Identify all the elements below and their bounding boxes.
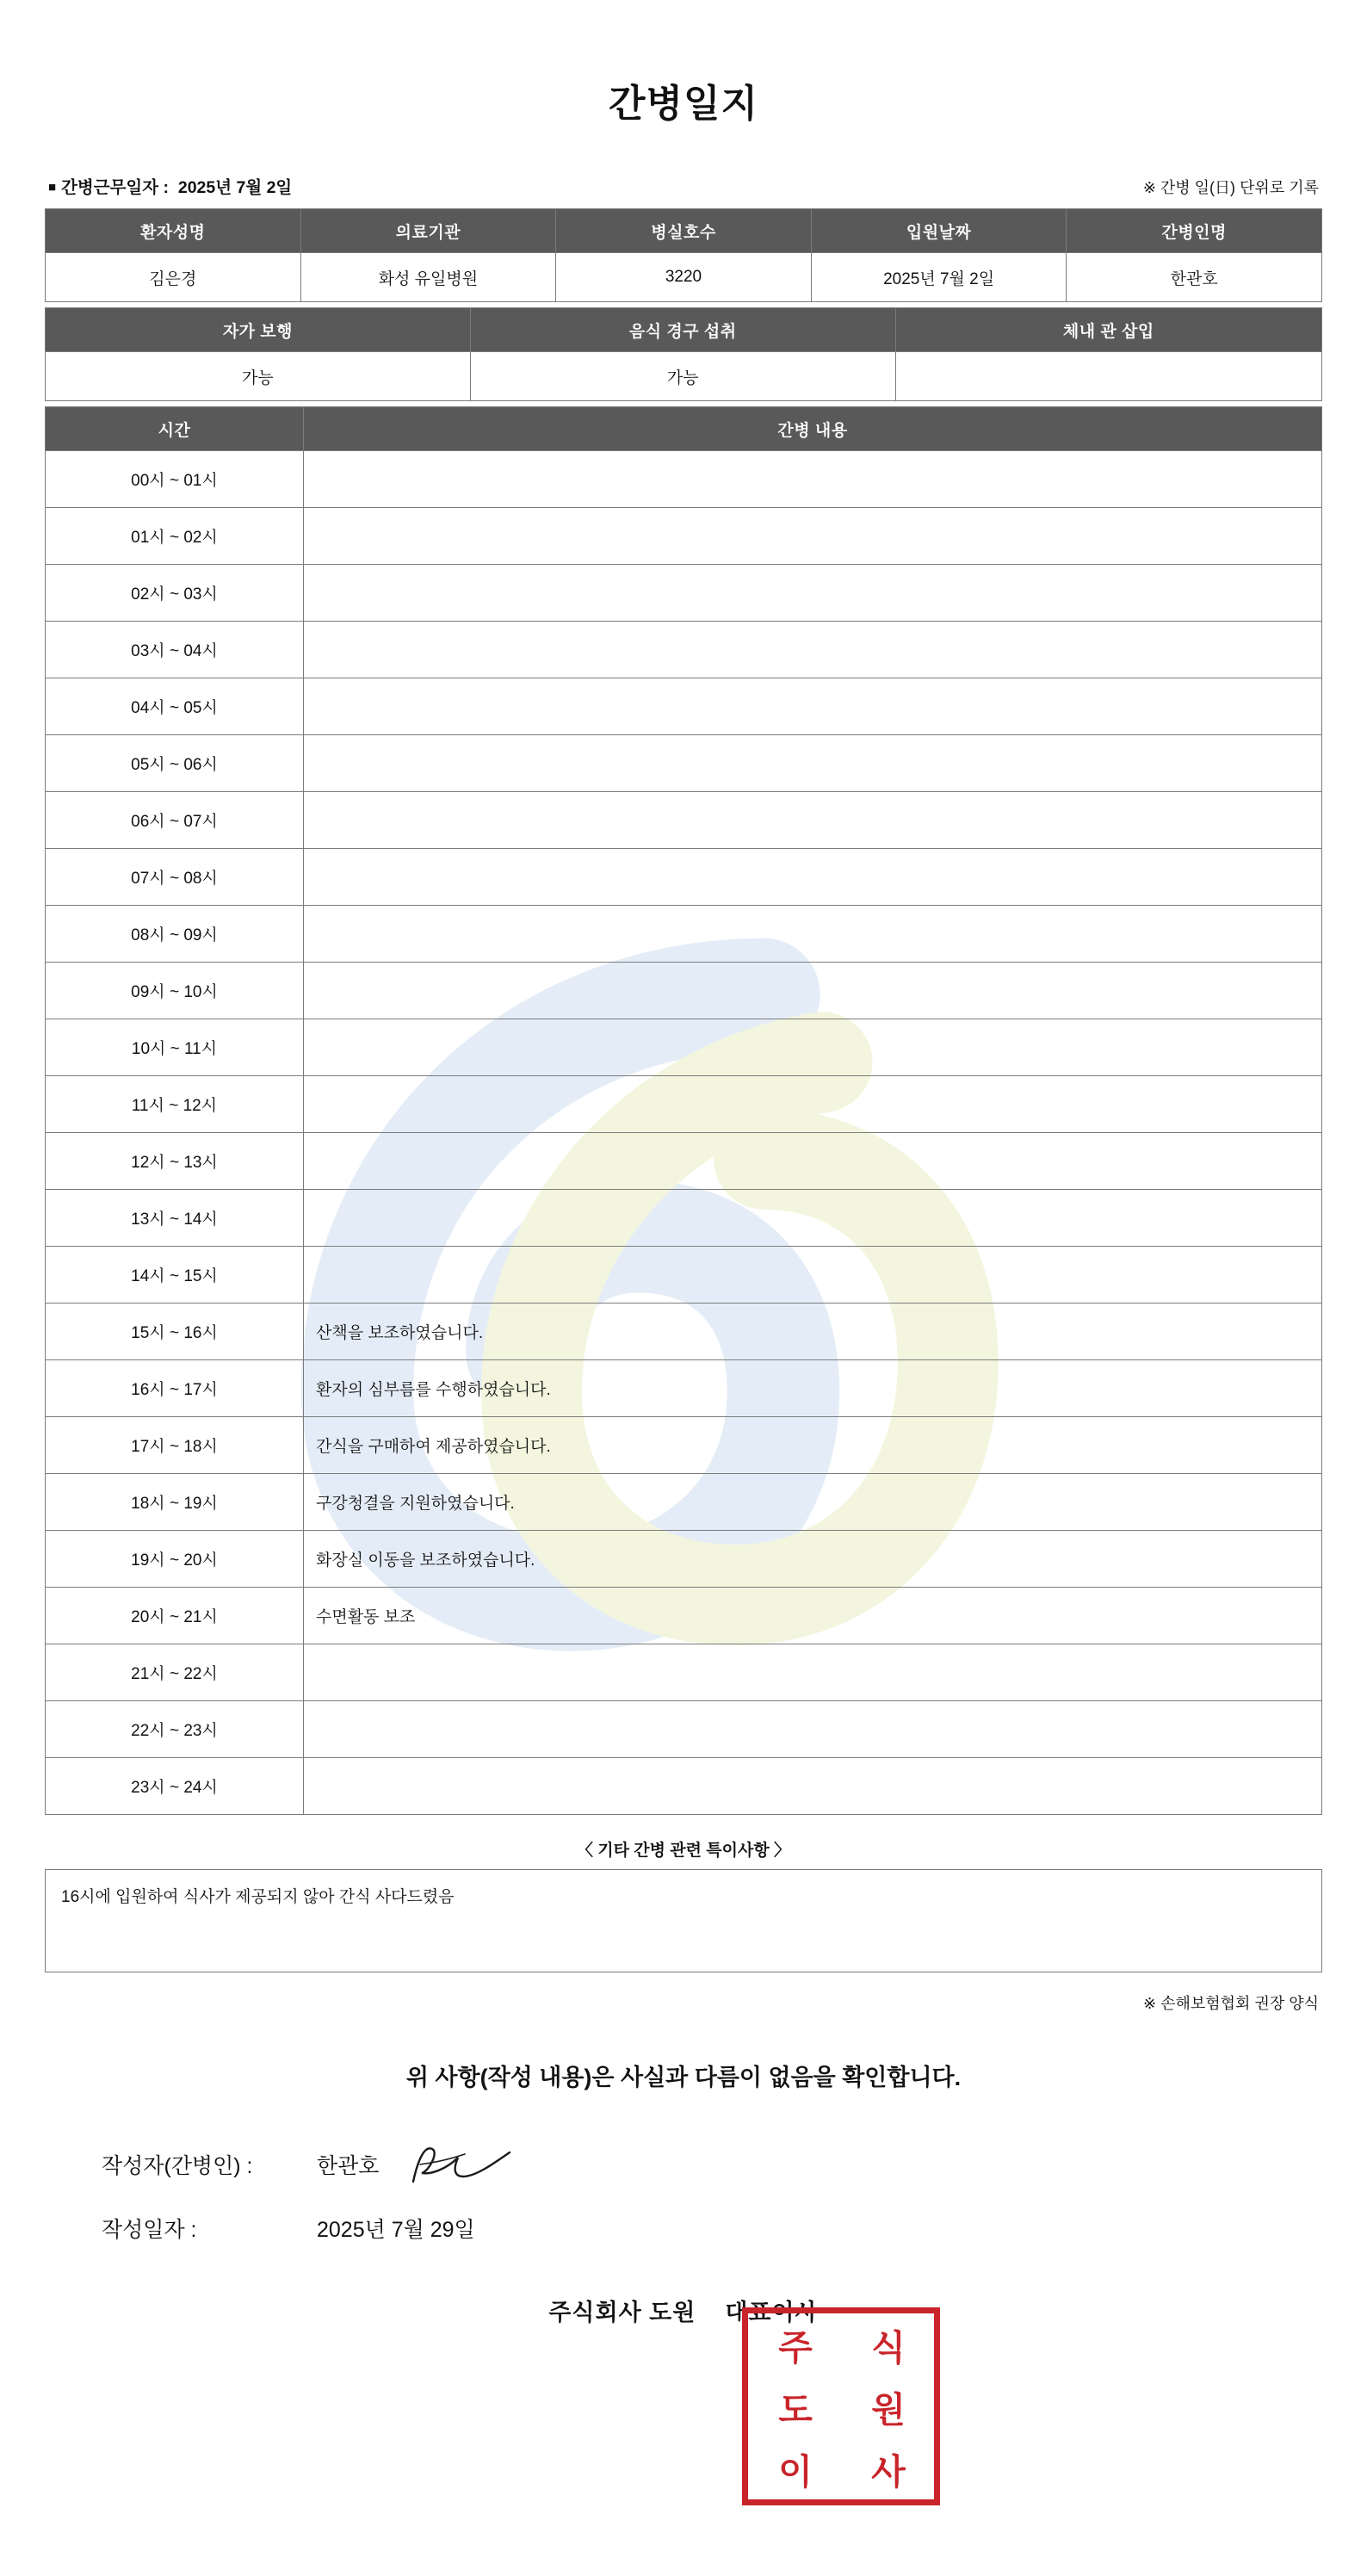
cell-care-content[interactable] bbox=[304, 1758, 1322, 1815]
care-log-body bbox=[46, 451, 1322, 1815]
table-row bbox=[46, 1019, 1322, 1076]
table-row bbox=[46, 849, 1322, 906]
cell-time: 10시 ~ 11시 bbox=[46, 1019, 304, 1076]
status-table bbox=[45, 307, 1322, 401]
table-row bbox=[46, 1588, 1322, 1644]
cell-care-content[interactable] bbox=[304, 1076, 1322, 1133]
cell-time: 19시 ~ 20시 bbox=[46, 1531, 304, 1588]
cell-time: 08시 ~ 09시 bbox=[46, 906, 304, 963]
cell-time: 11시 ~ 12시 bbox=[46, 1076, 304, 1133]
cell-care-content[interactable] bbox=[304, 565, 1322, 622]
cell-time: 04시 ~ 05시 bbox=[46, 678, 304, 735]
val-self-walk: 가능 bbox=[46, 352, 471, 401]
notes-box[interactable]: 16시에 입원하여 식사가 제공되지 않아 간식 사다드렸음 bbox=[45, 1869, 1322, 1972]
cell-time: 14시 ~ 15시 bbox=[46, 1247, 304, 1303]
cell-time: 01시 ~ 02시 bbox=[46, 508, 304, 565]
table-header-row bbox=[46, 209, 1322, 253]
table-row bbox=[46, 1360, 1322, 1417]
cell-time: 02시 ~ 03시 bbox=[46, 565, 304, 622]
cell-time: 06시 ~ 07시 bbox=[46, 792, 304, 849]
care-log-table bbox=[45, 406, 1322, 1815]
table-row bbox=[46, 1303, 1322, 1360]
handwritten-signature bbox=[403, 2139, 515, 2190]
col-time: 시간 bbox=[46, 407, 304, 451]
cell-care-content[interactable] bbox=[304, 1019, 1322, 1076]
author-line bbox=[102, 2139, 1322, 2190]
table-row bbox=[46, 622, 1322, 678]
col-self-walk: 자가 보행 bbox=[46, 308, 471, 352]
val-oral-intake: 가능 bbox=[470, 352, 895, 401]
date-label: 작성일자 : bbox=[102, 2218, 197, 2242]
val-room-number: 3220 bbox=[556, 253, 812, 302]
association-note: ※ 손해보험협회 권장 양식 bbox=[1143, 1995, 1319, 2012]
cell-time: 16시 ~ 17시 bbox=[46, 1360, 304, 1417]
record-unit-note: ※ 간병 일(日) 단위로 기록 bbox=[1142, 179, 1319, 196]
work-date-value: 2025년 7월 2일 bbox=[177, 178, 293, 197]
val-admission-date: 2025년 7월 2일 bbox=[811, 253, 1067, 302]
table-row bbox=[46, 792, 1322, 849]
cell-care-content[interactable] bbox=[304, 1701, 1322, 1758]
table-row bbox=[46, 1133, 1322, 1190]
table-row bbox=[46, 1190, 1322, 1247]
page-title: 간병일지 bbox=[608, 83, 758, 125]
table-row bbox=[46, 451, 1322, 508]
cell-care-content[interactable] bbox=[304, 1644, 1322, 1701]
confirmation-text: 위 사항(작성 내용)은 사실과 다름이 없음을 확인합니다. bbox=[405, 2065, 962, 2090]
col-patient-name: 환자성명 bbox=[46, 209, 301, 253]
work-date bbox=[48, 174, 292, 198]
table-row bbox=[46, 508, 1322, 565]
table-row bbox=[46, 1531, 1322, 1588]
seal-char: 사 bbox=[871, 2450, 904, 2492]
table-row bbox=[46, 1758, 1322, 1815]
author-value: 한관호 bbox=[317, 2154, 380, 2178]
table-row bbox=[46, 963, 1322, 1019]
seal-char: 도 bbox=[778, 2388, 811, 2430]
table-row bbox=[46, 735, 1322, 792]
cell-care-content[interactable] bbox=[304, 963, 1322, 1019]
company-name: 주식회사 도원 bbox=[548, 2300, 696, 2325]
cell-care-content[interactable] bbox=[304, 1133, 1322, 1190]
cell-time: 03시 ~ 04시 bbox=[46, 622, 304, 678]
cell-care-content[interactable]: 간식을 구매하여 제공하였습니다. bbox=[304, 1417, 1322, 1474]
table-row bbox=[46, 1076, 1322, 1133]
cell-care-content[interactable] bbox=[304, 1247, 1322, 1303]
cell-time: 09시 ~ 10시 bbox=[46, 963, 304, 1019]
company-role: 대표이사 bbox=[725, 2300, 819, 2325]
table-row bbox=[46, 565, 1322, 622]
signature-block bbox=[45, 2139, 1322, 2244]
bullet-square-icon: ■ bbox=[48, 180, 57, 195]
work-date-label: 간병근무일자 : bbox=[61, 178, 169, 197]
cell-time: 15시 ~ 16시 bbox=[46, 1303, 304, 1360]
cell-care-content[interactable] bbox=[304, 906, 1322, 963]
val-caregiver-name: 한관호 bbox=[1067, 253, 1322, 302]
cell-care-content[interactable] bbox=[304, 622, 1322, 678]
col-hospital: 의료기관 bbox=[300, 209, 556, 253]
col-care-content: 간병 내용 bbox=[304, 407, 1322, 451]
table-row bbox=[46, 1474, 1322, 1531]
company-seal-stamp bbox=[742, 2307, 940, 2505]
company-line bbox=[45, 2294, 1322, 2327]
table-row bbox=[46, 253, 1322, 302]
cell-care-content[interactable]: 수면활동 보조 bbox=[304, 1588, 1322, 1644]
cell-care-content[interactable] bbox=[304, 508, 1322, 565]
seal-char: 식 bbox=[871, 2326, 904, 2369]
table-header-row bbox=[46, 407, 1322, 451]
seal-char: 원 bbox=[871, 2388, 904, 2430]
table-row bbox=[46, 678, 1322, 735]
col-room-number: 병실호수 bbox=[556, 209, 812, 253]
val-tube-insertion bbox=[895, 352, 1321, 401]
patient-info-table bbox=[45, 208, 1322, 302]
cell-time: 22시 ~ 23시 bbox=[46, 1701, 304, 1758]
cell-time: 17시 ~ 18시 bbox=[46, 1417, 304, 1474]
table-header-row bbox=[46, 308, 1322, 352]
notes-title: 〈 기타 간병 관련 특이사항 〉 bbox=[577, 1842, 790, 1860]
cell-time: 21시 ~ 22시 bbox=[46, 1644, 304, 1701]
val-hospital: 화성 유일병원 bbox=[300, 253, 556, 302]
seal-char: 이 bbox=[778, 2450, 811, 2492]
seal-char: 주 bbox=[778, 2326, 811, 2369]
cell-time: 23시 ~ 24시 bbox=[46, 1758, 304, 1815]
cell-time: 00시 ~ 01시 bbox=[46, 451, 304, 508]
col-tube-insertion: 체내 관 삽입 bbox=[895, 308, 1321, 352]
cell-time: 12시 ~ 13시 bbox=[46, 1133, 304, 1190]
table-row bbox=[46, 1417, 1322, 1474]
cell-time: 13시 ~ 14시 bbox=[46, 1190, 304, 1247]
val-patient-name: 김은경 bbox=[46, 253, 301, 302]
col-oral-intake: 음식 경구 섭취 bbox=[470, 308, 895, 352]
cell-care-content[interactable] bbox=[304, 1190, 1322, 1247]
cell-care-content[interactable] bbox=[304, 735, 1322, 792]
cell-time: 05시 ~ 06시 bbox=[46, 735, 304, 792]
cell-care-content[interactable] bbox=[304, 792, 1322, 849]
cell-care-content[interactable] bbox=[304, 678, 1322, 735]
col-admission-date: 입원날짜 bbox=[811, 209, 1067, 253]
table-row bbox=[46, 906, 1322, 963]
cell-care-content[interactable]: 구강청결을 지원하였습니다. bbox=[304, 1474, 1322, 1531]
table-row bbox=[46, 1247, 1322, 1303]
seal-grid bbox=[742, 2307, 940, 2505]
col-caregiver-name: 간병인명 bbox=[1067, 209, 1322, 253]
date-line bbox=[102, 2213, 1322, 2244]
cell-care-content[interactable] bbox=[304, 849, 1322, 906]
cell-care-content[interactable] bbox=[304, 451, 1322, 508]
cell-care-content[interactable]: 화장실 이동을 보조하였습니다. bbox=[304, 1531, 1322, 1588]
table-row bbox=[46, 352, 1322, 401]
table-row bbox=[46, 1701, 1322, 1758]
cell-time: 18시 ~ 19시 bbox=[46, 1474, 304, 1531]
cell-time: 20시 ~ 21시 bbox=[46, 1588, 304, 1644]
cell-care-content[interactable]: 산책을 보조하였습니다. bbox=[304, 1303, 1322, 1360]
meta-row bbox=[45, 158, 1322, 208]
cell-care-content[interactable]: 환자의 심부름를 수행하였습니다. bbox=[304, 1360, 1322, 1417]
cell-time: 07시 ~ 08시 bbox=[46, 849, 304, 906]
table-row bbox=[46, 1644, 1322, 1701]
date-value: 2025년 7월 29일 bbox=[317, 2218, 475, 2242]
author-label: 작성자(간병인) : bbox=[102, 2154, 253, 2178]
